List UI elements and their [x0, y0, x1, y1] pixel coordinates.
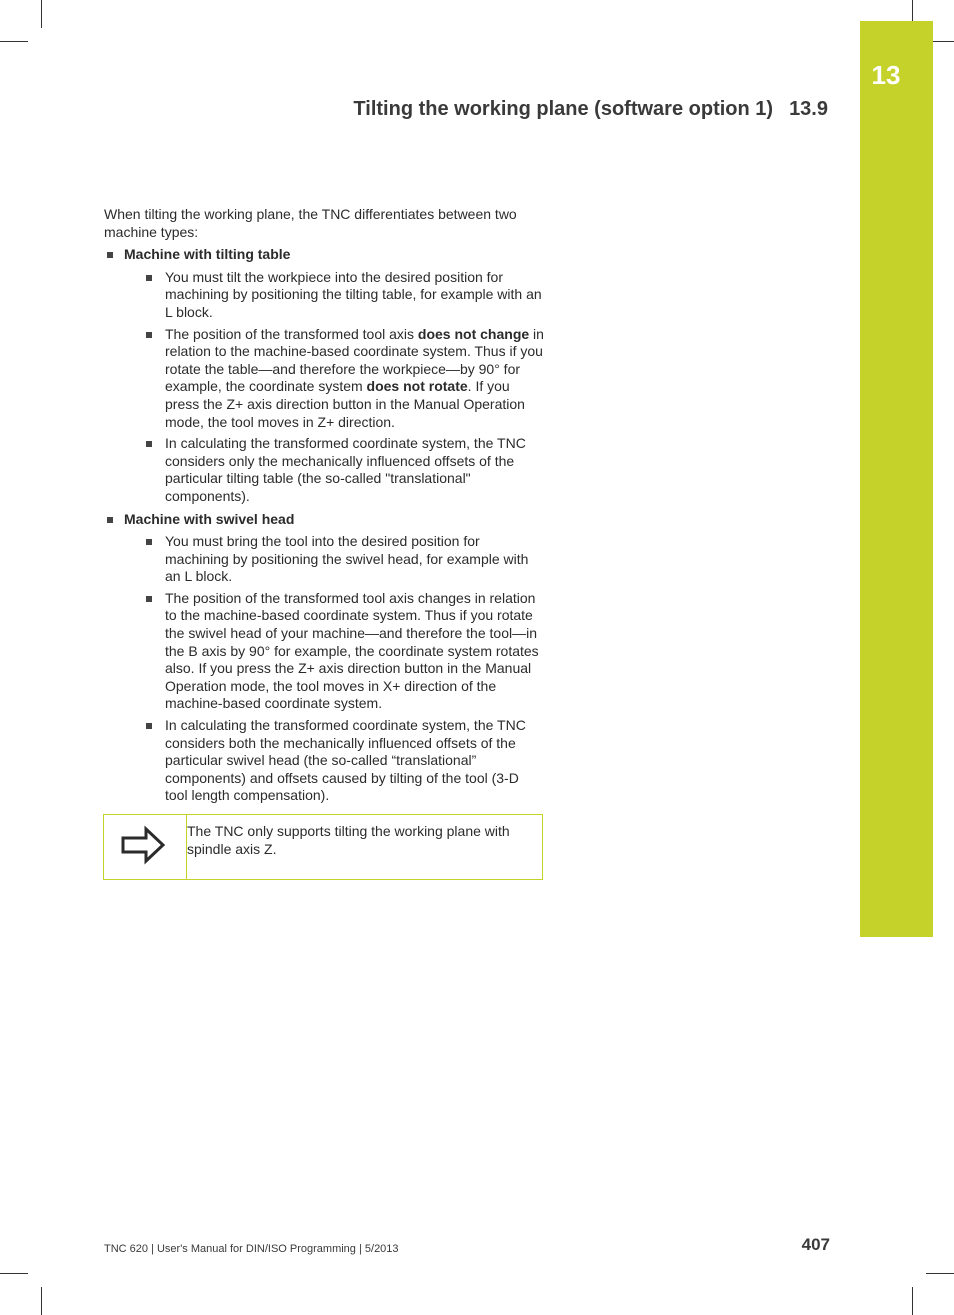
note-text: The TNC only supports tilting the working plane with spindle axis Z. — [187, 823, 510, 857]
detail-text: You must bring the tool into the desired position for machining by positioning the swivel head, for example with an L block. — [165, 533, 529, 585]
bullet-icon — [146, 596, 152, 602]
emphasis-text: does not rotate — [366, 378, 468, 395]
emphasis-text: does not change — [417, 325, 530, 342]
bullet-icon — [107, 517, 113, 523]
machine-type-title: Machine with tilting table — [124, 246, 291, 263]
chapter-tab — [860, 21, 933, 937]
detail-text: in relation to the machine-based coordinate system. Thus if you rotate the table—and therefore the workpiece—by 90° for example, the coordinate system — [165, 325, 544, 395]
note-icon-cell — [104, 815, 187, 879]
detail-text: You must tilt the workpiece into the desired position for machining by positioning the tilting table, for example with an L block. — [165, 268, 542, 320]
arrow-right-icon — [120, 825, 166, 865]
detail-text: In calculating the transformed coordinate system, the TNC considers both the mechanically influenced offsets of the particular swivel head (the so-called “translational” components) and offsets caused by tilting of the tool (3-D tool length compensation). — [165, 717, 526, 804]
bullet-icon — [146, 441, 152, 447]
bullet-icon — [107, 252, 113, 258]
detail-item — [144, 717, 544, 805]
bullet-icon — [146, 723, 152, 729]
detail-text: The position of the transformed tool axis — [165, 325, 418, 342]
section-number: 13.9 — [789, 98, 828, 120]
bullet-icon — [146, 332, 152, 338]
detail-list — [124, 533, 544, 805]
main-content — [104, 206, 544, 810]
machine-type-item — [104, 511, 544, 806]
machine-type-title: Machine with swivel head — [124, 510, 295, 527]
intro-paragraph: When tilting the working plane, the TNC differentiates between two machine types: — [104, 206, 517, 240]
machine-type-list — [104, 246, 544, 805]
bullet-icon — [146, 275, 152, 281]
crop-mark — [926, 1273, 954, 1274]
detail-item — [144, 590, 544, 713]
bullet-icon — [146, 539, 152, 545]
footer-text: TNC 620 | User's Manual for DIN/ISO Programming | 5/2013 — [104, 1243, 399, 1255]
detail-item — [144, 269, 544, 322]
machine-type-item — [104, 246, 544, 505]
detail-text: . If you press the Z+ axis direction button in the Manual Operation mode, the tool moves in Z+ direction. — [165, 378, 525, 430]
crop-mark — [41, 1287, 42, 1315]
crop-mark — [912, 1287, 913, 1315]
note-box — [103, 814, 543, 880]
crop-mark — [0, 41, 28, 42]
page-number: 407 — [801, 1235, 830, 1254]
detail-item — [144, 435, 544, 505]
detail-text: In calculating the transformed coordinate system, the TNC considers only the mechanically influenced offsets of the particular tilting table (the so-called "translational" components). — [165, 435, 526, 504]
running-head — [353, 98, 828, 121]
detail-item — [144, 533, 544, 586]
section-title: Tilting the working plane (software option 1) — [353, 98, 774, 120]
detail-list — [124, 269, 544, 506]
chapter-number: 13 — [871, 60, 901, 90]
detail-item — [144, 326, 544, 432]
crop-mark — [0, 1273, 28, 1274]
crop-mark — [41, 0, 42, 28]
detail-text: The position of the transformed tool axis changes in relation to the machine-based coordinate system. Thus if you rotate the swivel head of your machine—and therefore the tool—in the B axis by 90° for example, the coordinate system rotates also. If you press the Z+ axis direction button in the Manual Operation mode, the tool moves in X+ direction of the machine-based coordinate system. — [165, 589, 539, 712]
